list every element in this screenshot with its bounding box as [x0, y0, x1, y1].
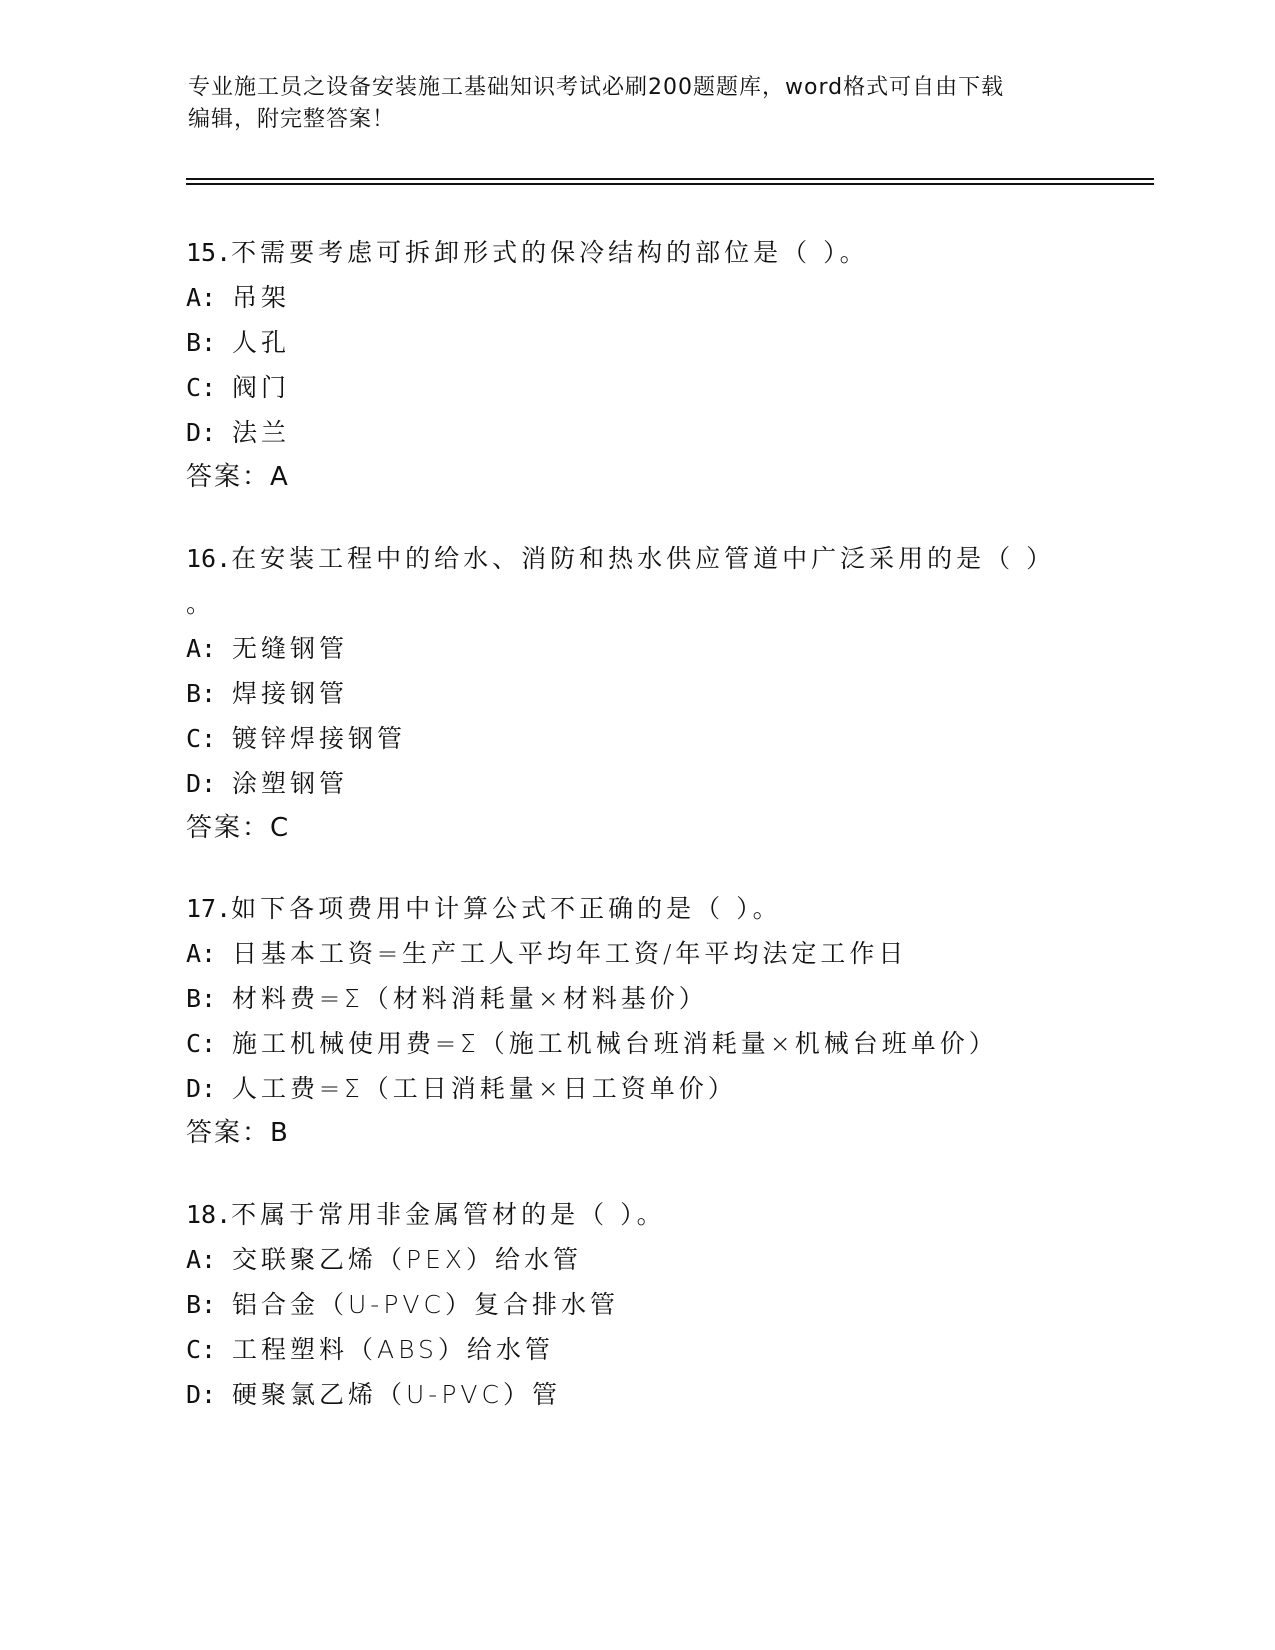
- question-text: 不属于常用非金属管材的是（ ）。: [231, 1200, 666, 1229]
- option-text: 阀门: [232, 373, 291, 402]
- question-stem: [186, 230, 1086, 275]
- question-text: 在安装工程中的给水、消防和热水供应管道中广泛采用的是（ ）: [231, 544, 1056, 573]
- option-d: [186, 1372, 1086, 1417]
- option-text: 法兰: [232, 418, 291, 447]
- option-c: [186, 1327, 1086, 1372]
- document-header: [188, 72, 1068, 136]
- option-text: 涂塑钢管: [232, 769, 349, 798]
- answer: 答案：A: [186, 462, 290, 492]
- answer: 答案：C: [186, 813, 291, 843]
- question-15: [186, 230, 1086, 500]
- option-a: [186, 931, 1086, 976]
- question-number: 17.: [186, 894, 232, 923]
- question-stem: [186, 1192, 1086, 1237]
- option-a: [186, 626, 1086, 671]
- option-letter: A:: [186, 939, 217, 968]
- question-17: [186, 886, 1086, 1156]
- option-letter: D:: [186, 1074, 217, 1103]
- option-b: [186, 976, 1086, 1021]
- question-stem: [186, 886, 1086, 931]
- option-text: 工程塑料（ABS）给水管: [232, 1335, 554, 1364]
- answer: 答案：B: [186, 1118, 290, 1148]
- option-c: [186, 716, 1086, 761]
- option-text: 镀锌焊接钢管: [232, 724, 407, 753]
- option-text: 无缝钢管: [232, 634, 349, 663]
- option-letter: D:: [186, 769, 217, 798]
- question-stem-continuation: 。: [186, 589, 216, 618]
- option-text: 材料费=Σ（材料消耗量×材料基价）: [232, 984, 708, 1013]
- option-b: [186, 320, 1086, 365]
- option-letter: A:: [186, 634, 217, 663]
- question-16: [186, 536, 1086, 851]
- option-letter: B:: [186, 1290, 217, 1319]
- option-letter: B:: [186, 328, 217, 357]
- option-d: [186, 410, 1086, 455]
- option-letter: A:: [186, 1245, 217, 1274]
- option-letter: C:: [186, 373, 217, 402]
- option-a: [186, 275, 1086, 320]
- question-number: 16.: [186, 544, 232, 573]
- option-text: 人工费=Σ（工日消耗量×日工资单价）: [232, 1074, 737, 1103]
- option-text: 吊架: [232, 283, 291, 312]
- option-letter: D:: [186, 1380, 217, 1409]
- question-number: 18.: [186, 1200, 232, 1229]
- option-text: 铝合金（U-PVC）复合排水管: [232, 1290, 619, 1319]
- header-divider-bottom: [186, 183, 1154, 185]
- option-c: [186, 1021, 1086, 1066]
- option-letter: C:: [186, 1335, 217, 1364]
- option-text: 施工机械使用费=Σ（施工机械台班消耗量×机械台班单价）: [232, 1029, 998, 1058]
- option-letter: B:: [186, 984, 217, 1013]
- question-text: 不需要考虑可拆卸形式的保冷结构的部位是（ ）。: [231, 238, 869, 267]
- option-letter: C:: [186, 1029, 217, 1058]
- option-letter: C:: [186, 724, 217, 753]
- option-text: 焊接钢管: [232, 679, 349, 708]
- option-a: [186, 1237, 1086, 1282]
- option-b: [186, 1282, 1086, 1327]
- question-text: 如下各项费用中计算公式不正确的是（ ）。: [231, 894, 782, 923]
- option-c: [186, 365, 1086, 410]
- question-18: [186, 1192, 1086, 1417]
- header-line-2: 编辑，附完整答案！: [188, 107, 396, 132]
- question-number: 15.: [186, 238, 232, 267]
- question-stem: [186, 536, 1086, 581]
- option-text: 交联聚乙烯（PEX）给水管: [232, 1245, 582, 1274]
- option-text: 硬聚氯乙烯（U-PVC）管: [232, 1380, 561, 1409]
- header-divider-top: [186, 178, 1154, 180]
- header-line-1: 专业施工员之设备安装施工基础知识考试必刷200题题库，word格式可自由下载: [188, 75, 1005, 100]
- option-b: [186, 671, 1086, 716]
- option-letter: B:: [186, 679, 217, 708]
- option-d: [186, 1066, 1086, 1111]
- option-letter: A:: [186, 283, 217, 312]
- option-text: 人孔: [232, 328, 291, 357]
- option-text: 日基本工资=生产工人平均年工资/年平均法定工作日: [232, 939, 908, 968]
- option-letter: D:: [186, 418, 217, 447]
- option-d: [186, 761, 1086, 806]
